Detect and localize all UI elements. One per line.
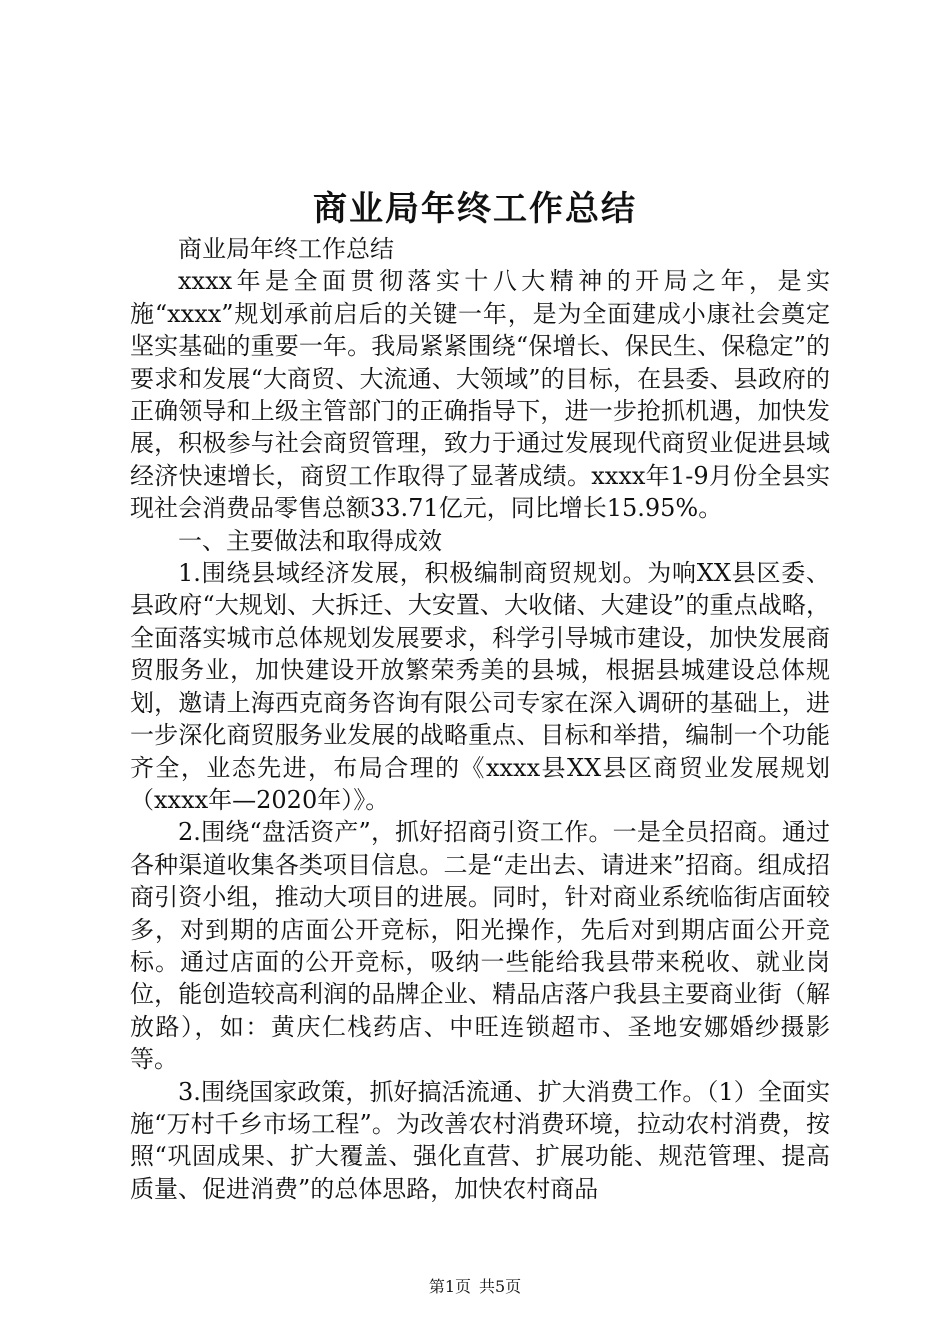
subtitle-paragraph: 商业局年终工作总结 [178, 235, 394, 263]
body-paragraph-2: 2.围绕“盘活资产”，抓好招商引资工作。一是全员招商。通过各种渠道收集各类项目信息。二是“走出去、请进来”招商。组成招商引资小组，推动大项目的进展。同时，针对商业系统临街店面较多，对到期的店面公开竞标，阳光操作，先后对到期店面公开竞标。通过店面的公开竞标，吸纳一些能给我县带来税收、就业岗位，能创造较高利润的品牌企业、精品店落户我县主要商业街（解放路），如：黄庆仁栈药店、中旺连锁超市、圣地安娜婚纱摄影等。 [130, 818, 830, 1074]
document-body [130, 233, 830, 1205]
page-total: 共5页 [479, 1277, 522, 1296]
document-title: 商业局年终工作总结 [313, 189, 637, 229]
page-footer [0, 1275, 950, 1299]
page-number: 第1页 [428, 1277, 471, 1296]
body-paragraph-3: 3.围绕国家政策，抓好搞活流通、扩大消费工作。（1）全面实施“万村千乡市场工程”。为改善农村消费环境，拉动农村消费，按照“巩固成果、扩大覆盖、强化直营、扩展功能、规范管理、提高质量、促进消费”的总体思路，加快农村商品 [130, 1077, 830, 1203]
intro-paragraph: xxxx年是全面贯彻落实十八大精神的开局之年，是实施“xxxx”规划承前启后的关键一年，是为全面建成小康社会奠定坚实基础的重要一年。我局紧紧围绕“保增长、保民生、保稳定”的要求和发展“大商贸、大流通、大领域”的目标，在县委、县政府的正确领导和上级主管部门的正确指导下，进一步抢抓机遇，加快发展，积极参与社会商贸管理，致力于通过发展现代商贸业促进县域经济快速增长，商贸工作取得了显著成绩。xxxx年1-9月份全县实现社会消费品零售总额33.71亿元，同比增长15.95%。 [130, 267, 830, 523]
body-paragraph-1: 1.围绕县域经济发展，积极编制商贸规划。为响XX县区委、县政府“大规划、大拆迁、大安置、大收储、大建设”的重点战略，全面落实城市总体规划发展要求，科学引导城市建设，加快发展商贸服务业，加快建设开放繁荣秀美的县城，根据县城建设总体规划，邀请上海西克商务咨询有限公司专家在深入调研的基础上，进一步深化商贸服务业发展的战略重点、目标和举措，编制一个功能齐全，业态先进，布局合理的《xxxx县XX县区商贸业发展规划（xxxx年—2020年）》。 [130, 559, 830, 814]
section-heading: 一、主要做法和取得成效 [178, 526, 442, 555]
